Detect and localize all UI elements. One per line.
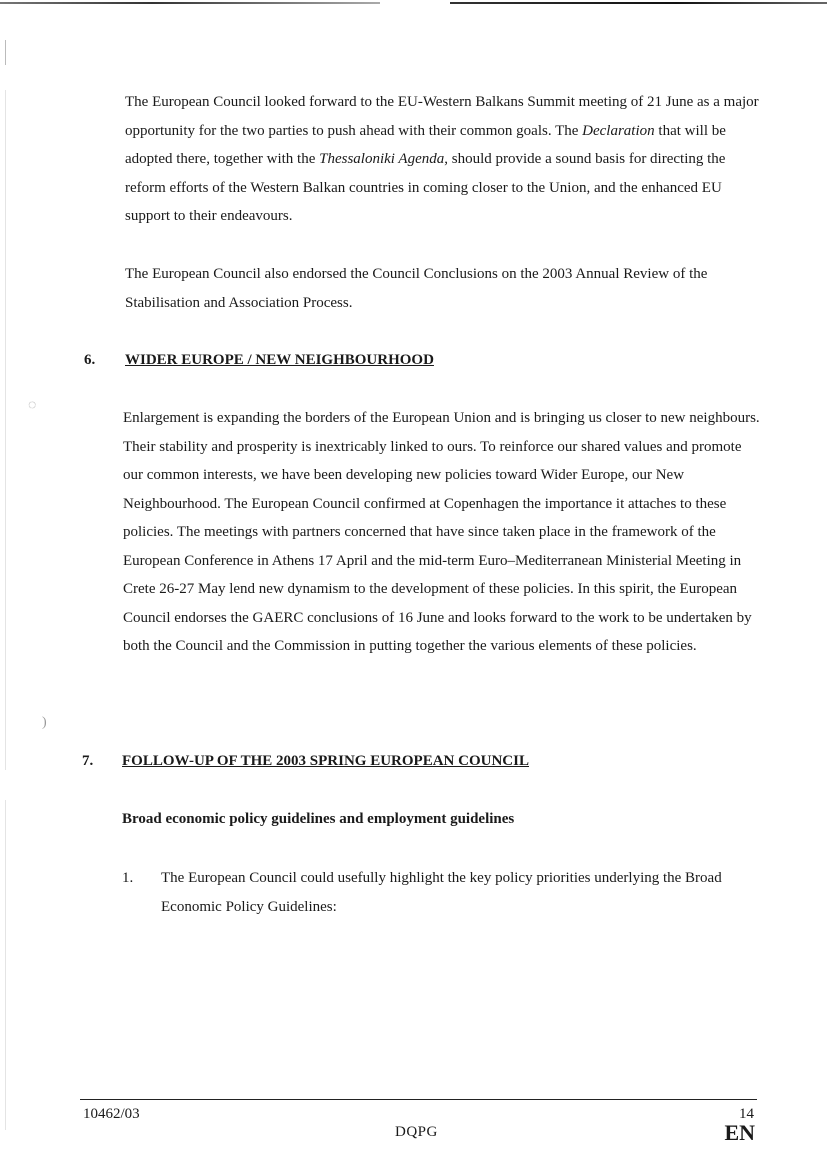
declaration-title: Declaration	[582, 122, 655, 139]
agenda-title: Thessaloniki Agenda	[319, 151, 445, 167]
paragraph-annual-review: The European Council also endorsed the Council Conclusions on the 2003 Annual Review of the Stabilisation and Association Process.	[125, 266, 708, 311]
scan-border-top-right	[450, 2, 827, 4]
footer-rule	[80, 1099, 757, 1100]
paragraph-summit-mid: that will be adopted there, together with the	[125, 122, 726, 167]
scan-margin-mark	[5, 800, 6, 1130]
scan-border-top-left	[0, 2, 380, 4]
section-6-title: WIDER EUROPE / NEW NEIGHBOURHOOD	[125, 352, 434, 368]
section-6-body: Enlargement is expanding the borders of the European Union and is bringing us closer to new neighbours. Their stability and prosperity is inextricably linked to ours. To reinforce our shared values and promote our common interests, we have been developing new policies toward Wider Europe, our New Neighbourhood. The European Council confirmed at Copenhagen the importance it attaches to these policies. The meetings with partners concerned that have since taken place in the framework of the European Conference in Athens 17 April and the mid-term Euro–Mediterranean Ministerial Meeting in Crete 26-27 May lend new dynamism to the development of these policies. In this spirit, the European Council endorses the GAERC conclusions of 16 June and looks forward to the work to be undertaken by both the Council and the Commission in putting together the various elements of these policies.	[123, 410, 760, 654]
scan-margin-mark	[5, 40, 6, 65]
section-7-number: 7.	[82, 753, 94, 769]
list-item-number: 1.	[122, 870, 134, 886]
paragraph-summit	[125, 88, 765, 231]
scan-margin-mark	[5, 90, 6, 770]
scan-speck: )	[42, 715, 47, 730]
paragraph-summit-intro: The European Council looked forward to the EU-Western Balkans Summit meeting of 21 June as a major opportunity for the two parties to push ahead with their common goals.	[125, 94, 759, 139]
section-7-subheading: Broad economic policy guidelines and employment guidelines	[122, 811, 515, 827]
footer-unit-code: DQPG	[395, 1124, 438, 1140]
section-7-title: FOLLOW-UP OF THE 2003 SPRING EUROPEAN COUNCIL	[122, 753, 529, 769]
footer-doc-ref: 10462/03	[83, 1106, 140, 1122]
footer-language: EN	[724, 1120, 755, 1145]
section-6-number: 6.	[84, 352, 96, 368]
list-item-text: The European Council could usefully highlight the key policy priorities underlying the Broad Economic Policy Guidelines:	[161, 870, 722, 915]
paragraph-summit-rest: , should provide a sound basis for directing the reform efforts of the Western Balkan countries in coming closer to the Union, and the enhanced EU support to their endeavours.	[125, 151, 726, 224]
footer-page-number: 14	[739, 1106, 754, 1122]
scan-punch-hole: ◌	[28, 398, 37, 413]
paragraph-summit-the: The	[555, 122, 579, 139]
